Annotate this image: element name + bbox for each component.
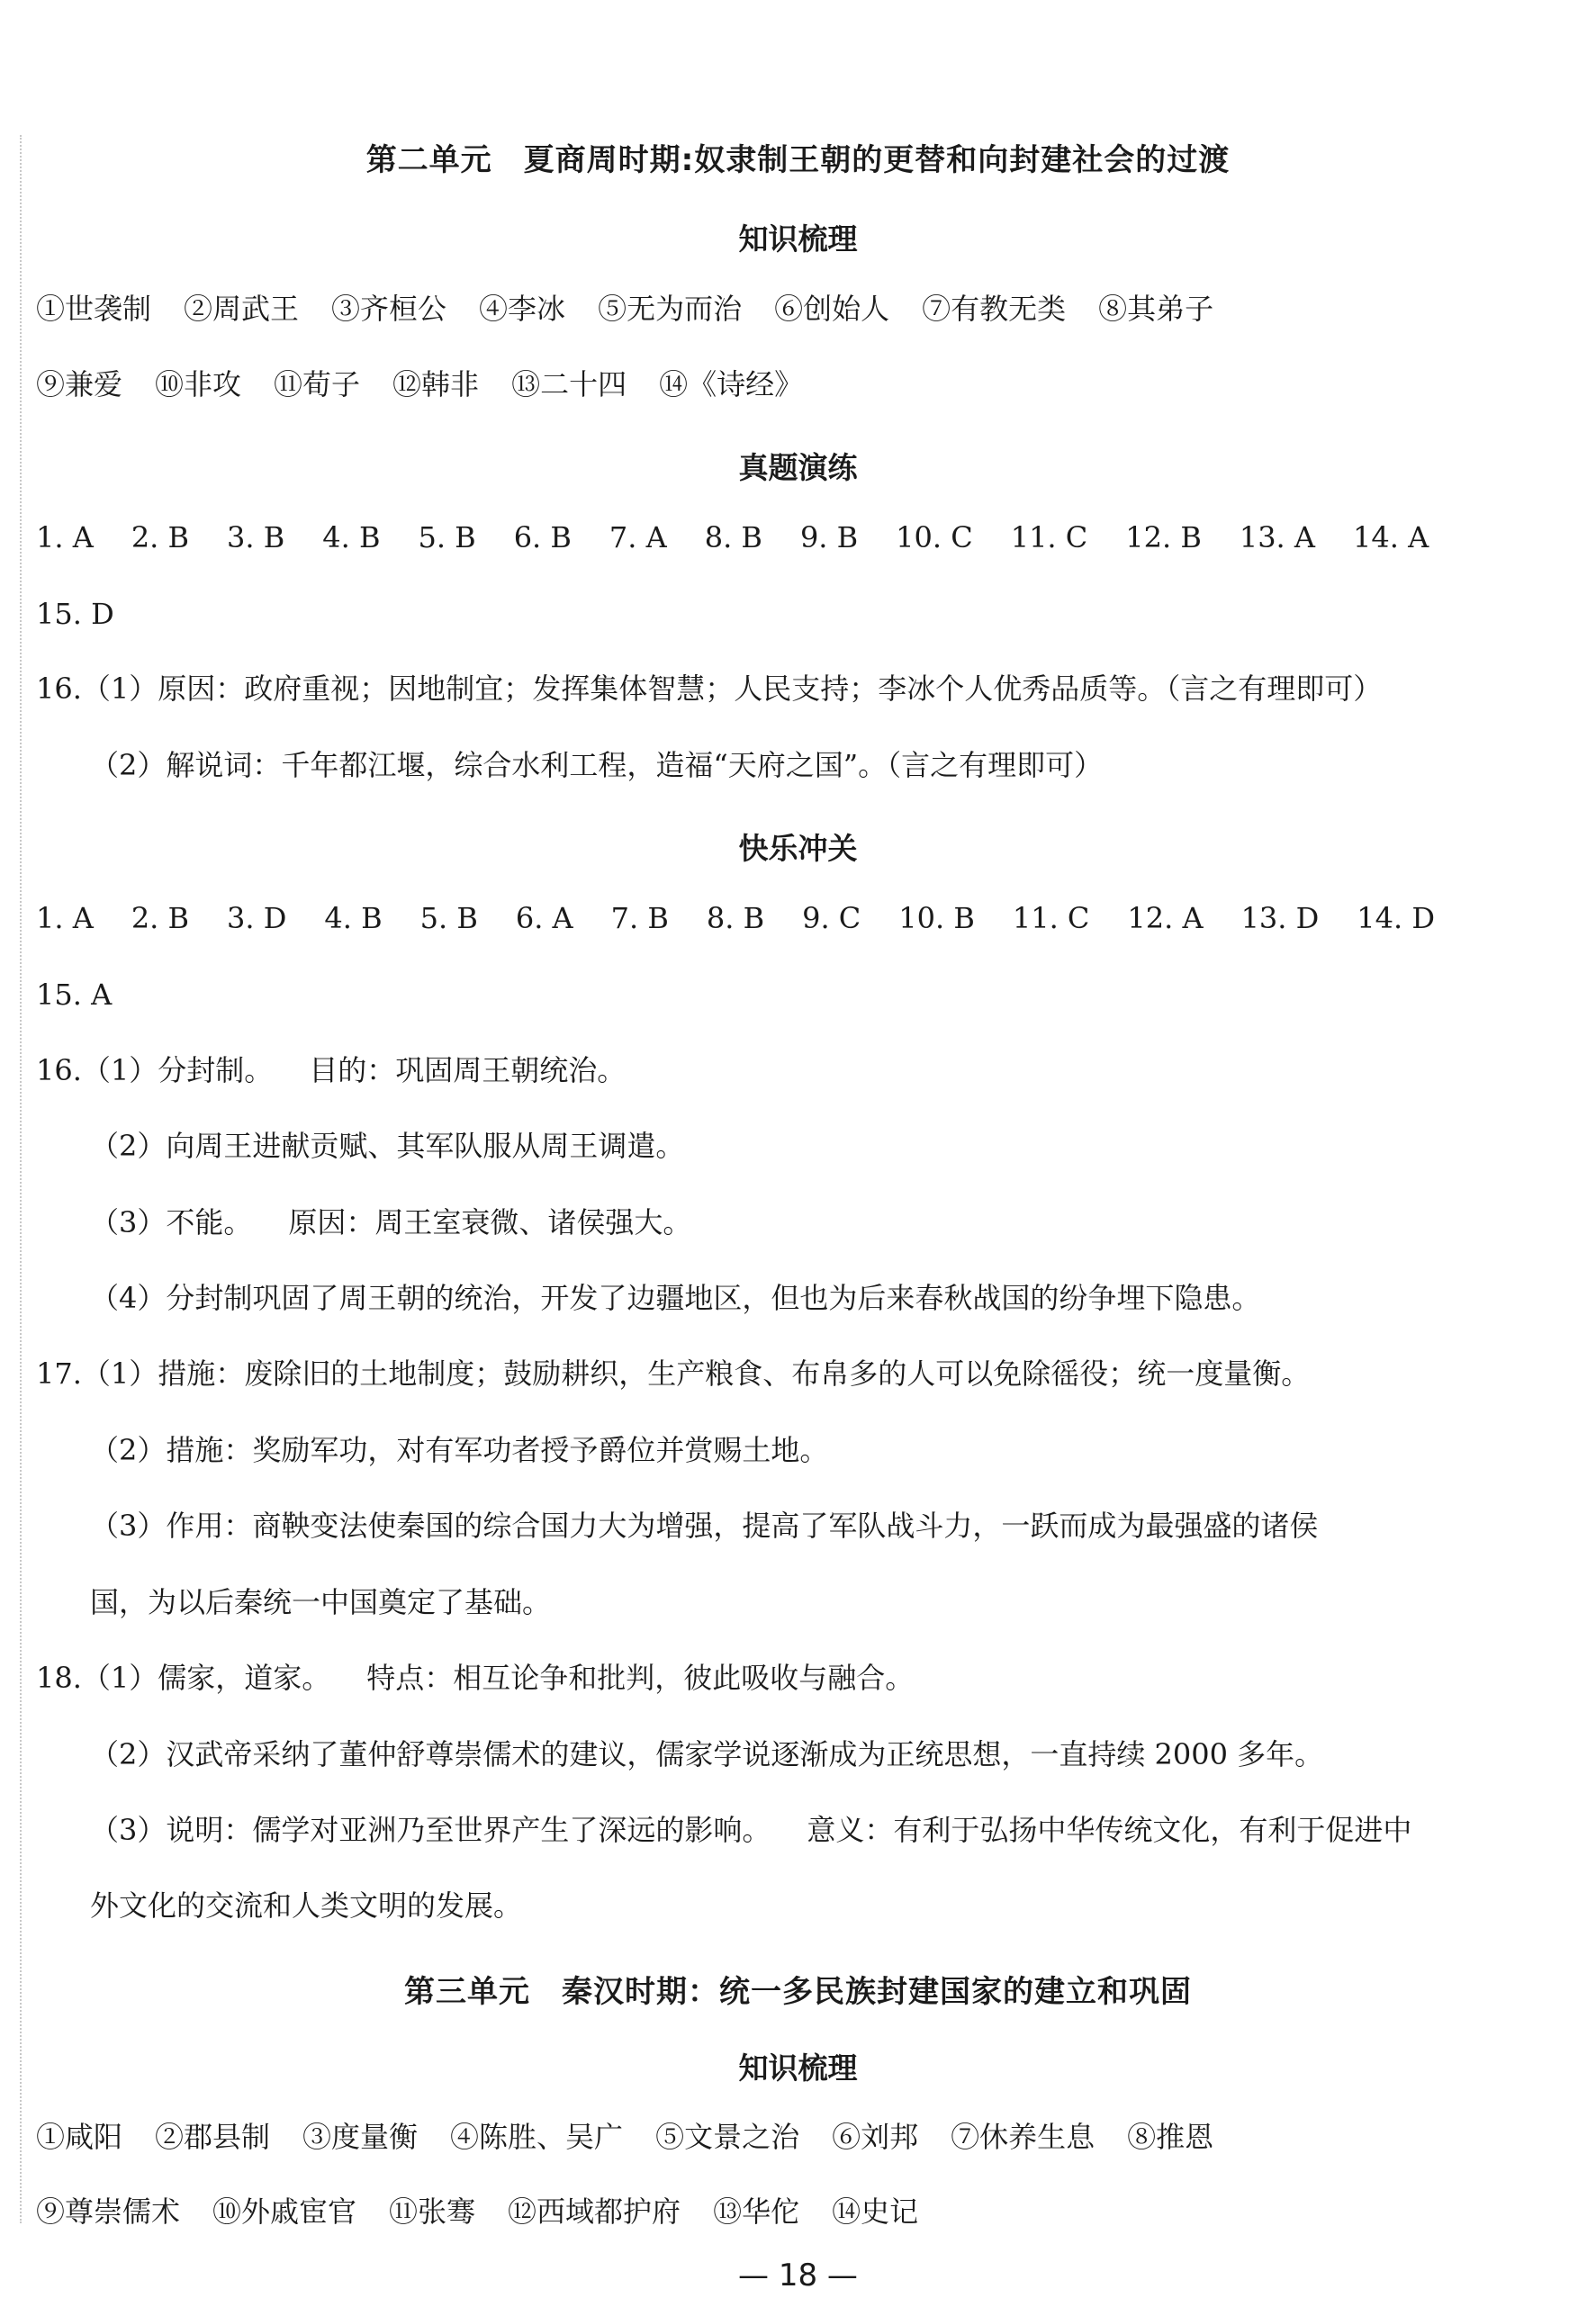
unit2-practice-q16-3 (90, 1204, 691, 1240)
list-item: ⑧推恩 (1127, 2120, 1214, 2154)
unit3-title: 第三单元 秦汉时期：统一多民族封建国家的建立和巩固 (404, 1974, 1192, 2010)
list-item: ①咸阳 (36, 2120, 123, 2154)
list-item: ⑫韩非 (392, 367, 480, 401)
answer-part: 特点：相互论争和批判，彼此吸收与融合。 (366, 1661, 915, 1695)
unit2-exam-q16-2: （2）解说词：千年都江堰，综合水利工程，造福“天府之国”。（言之有理即可） (90, 748, 1104, 782)
unit3-knowledge-heading: 知识梳理 (738, 2050, 858, 2086)
answer-part: 意义：有利于弘扬中华传统文化，有利于促进中 (807, 1813, 1412, 1847)
answer: 4. B (324, 901, 383, 935)
unit2-knowledge-row1 (36, 291, 1246, 327)
unit2-exam-heading: 真题演练 (738, 450, 858, 485)
answer-part: （3）不能。 (90, 1205, 253, 1239)
answer: 10. B (898, 901, 975, 935)
answer: 14. A (1353, 520, 1429, 554)
answer: 15. A (36, 978, 113, 1012)
answer: 8. B (704, 520, 762, 554)
unit2-practice-q17-1: 17.（1）措施：废除旧的土地制度；鼓励耕织，生产粮食、布帛多的人可以免除徭役；统一度量衡。 (36, 1356, 1311, 1391)
answer: 5. B (419, 901, 478, 935)
unit2-exam-answers-row1 (36, 519, 1466, 555)
answer: 4. B (322, 520, 381, 554)
answer-part: 目的：巩固周王朝统治。 (309, 1053, 627, 1087)
unit2-practice-q18-3 (90, 1812, 1411, 1848)
list-item: ④陈胜、吴广 (450, 2120, 624, 2154)
unit3-knowledge-row2 (36, 2194, 951, 2230)
answer: 3. D (227, 901, 287, 935)
answer: 10. C (896, 520, 973, 554)
list-item: ⑬华佗 (713, 2194, 800, 2229)
list-item: ⑫西域都护府 (508, 2194, 681, 2229)
unit2-practice-q17-3a: （3）作用：商鞅变法使秦国的综合国力大为增强，提高了军队战斗力，一跃而成为最强盛的诸侯 (90, 1509, 1319, 1543)
answer: 6. A (515, 901, 573, 935)
unit2-practice-q17-3b: 国，为以后秦统一中国奠定了基础。 (90, 1585, 552, 1619)
answer: 12. A (1127, 901, 1204, 935)
answer: 2. B (131, 901, 190, 935)
answer: 11. C (1010, 520, 1088, 554)
list-item: ⑪张骞 (389, 2194, 476, 2229)
answer: 1. A (36, 901, 94, 935)
unit2-practice-q16-1 (36, 1052, 626, 1088)
list-item: ⑨兼爱 (36, 367, 123, 401)
unit2-practice-q16-4: （4）分封制巩固了周王朝的统治，开发了边疆地区，但也为后来春秋战国的纷争埋下隐患。 (90, 1281, 1261, 1315)
unit2-exam-q16-1: 16.（1）原因：政府重视；因地制宜；发挥集体智慧；人民支持；李冰个人优秀品质等。（言之有理即可） (36, 671, 1383, 706)
list-item: ①世袭制 (36, 292, 152, 326)
list-item: ③齐桓公 (331, 292, 447, 326)
list-item: ⑥刘邦 (832, 2120, 919, 2154)
list-item: ⑩外戚宦官 (212, 2194, 357, 2229)
list-item: ⑧其弟子 (1098, 292, 1214, 326)
answer-part: 原因：周王室衰微、诸侯强大。 (288, 1205, 692, 1239)
answer: 6. B (513, 520, 572, 554)
unit2-knowledge-heading: 知识梳理 (738, 221, 858, 257)
list-item: ⑦休养生息 (951, 2120, 1096, 2154)
list-item: ③度量衡 (302, 2120, 419, 2154)
list-item: ⑭史记 (832, 2194, 919, 2229)
answer: 8. B (706, 901, 765, 935)
answer: 11. C (1012, 901, 1090, 935)
unit2-practice-q16-2: （2）向周王进献贡赋、其军队服从周王调遣。 (90, 1129, 685, 1163)
answer: 2. B (131, 520, 190, 554)
list-item: ④李冰 (479, 292, 566, 326)
answer: 13. A (1239, 520, 1315, 554)
list-item: ⑩非攻 (155, 367, 242, 401)
answer: 14. D (1357, 901, 1435, 935)
unit2-practice-q18-2: （2）汉武帝采纳了董仲舒尊崇儒术的建议，儒家学说逐渐成为正统思想，一直持续 2000 多年。 (90, 1737, 1324, 1771)
list-item: ⑬二十四 (511, 367, 627, 401)
answer-part: 18.（1）儒家，道家。 (36, 1661, 331, 1695)
answer: 9. C (802, 901, 861, 935)
list-item: ⑥创始人 (774, 292, 890, 326)
list-item: ②郡县制 (155, 2120, 271, 2154)
unit2-practice-q18-1 (36, 1660, 914, 1696)
unit2-knowledge-row2 (36, 366, 835, 402)
list-item: ⑪荀子 (274, 367, 361, 401)
unit2-title: 第二单元 夏商周时期:奴隶制王朝的更替和向封建社会的过渡 (365, 142, 1231, 178)
unit2-practice-answers-row1 (36, 900, 1473, 936)
answer: 7. B (610, 901, 669, 935)
list-item: ⑤无为而治 (598, 292, 743, 326)
answer: 12. B (1125, 520, 1202, 554)
unit2-exam-answers-row2 (36, 596, 152, 632)
answer: 1. A (36, 520, 94, 554)
answer-part: （3）说明：儒学对亚洲乃至世界产生了深远的影响。 (90, 1813, 771, 1847)
answer: 9. B (799, 520, 859, 554)
list-item: ⑭《诗经》 (659, 367, 804, 401)
list-item: ②周武王 (184, 292, 300, 326)
answer-part: 16.（1）分封制。 (36, 1053, 274, 1087)
answer: 15. D (36, 597, 114, 631)
unit3-knowledge-row1 (36, 2119, 1246, 2155)
answer: 13. D (1240, 901, 1320, 935)
unit2-practice-q18-3c: 外文化的交流和人类文明的发展。 (90, 1888, 523, 1923)
list-item: ⑦有教无类 (922, 292, 1067, 326)
list-item: ⑤文景之治 (655, 2120, 800, 2154)
page-number: — 18 — (738, 2257, 858, 2293)
unit2-practice-q17-2: （2）措施：奖励军功，对有军功者授予爵位并赏赐土地。 (90, 1433, 829, 1467)
answer: 5. B (418, 520, 476, 554)
unit2-practice-heading: 快乐冲关 (738, 831, 858, 866)
answer: 7. A (609, 520, 667, 554)
unit2-practice-answers-row2 (36, 977, 149, 1013)
answer: 3. B (227, 520, 285, 554)
list-item: ⑨尊崇儒术 (36, 2194, 181, 2229)
